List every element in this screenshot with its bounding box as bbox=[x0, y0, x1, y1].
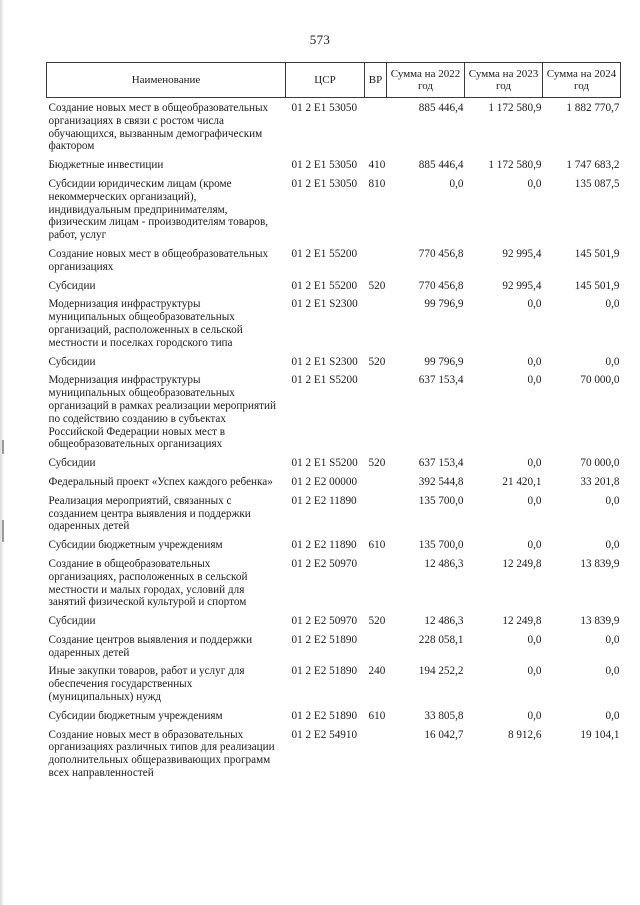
cell-vr: 520 bbox=[368, 279, 386, 292]
table-row bbox=[47, 634, 621, 666]
header-vr: ВР bbox=[365, 63, 387, 98]
cell-sum-2022: 12 486,3 bbox=[424, 557, 464, 570]
page-number: 573 bbox=[309, 32, 331, 47]
cell-csr: 01 2 E1 53050 bbox=[291, 177, 358, 190]
cell-name: Создание новых мест в образовательных организациях различных типов для реализации дополнительных общеразвивающих программ всех направленностей bbox=[48, 728, 275, 780]
cell-sum-2022: 135 700,0 bbox=[418, 539, 464, 552]
cell-sum-2024: 1 747 683,2 bbox=[566, 159, 620, 172]
table-row bbox=[47, 495, 621, 539]
cell-sum-2024: 0,0 bbox=[605, 494, 620, 507]
cell-sum-2024: 145 501,9 bbox=[574, 247, 620, 260]
cell-vr bbox=[365, 558, 387, 615]
table-row bbox=[47, 374, 621, 457]
cell-sum-2023: 92 995,4 bbox=[502, 247, 542, 260]
cell-sum-2024: 70 000,0 bbox=[580, 374, 620, 387]
cell-sum-2023: 1 172 580,9 bbox=[488, 159, 542, 172]
cell-sum-2023: 8 912,6 bbox=[507, 728, 542, 741]
cell-sum-2024: 145 501,9 bbox=[574, 279, 620, 292]
cell-vr: 520 bbox=[368, 355, 386, 368]
table-row bbox=[47, 298, 621, 355]
cell-csr: 01 2 E2 51890 bbox=[291, 665, 358, 678]
cell-sum-2022: 99 796,9 bbox=[424, 355, 464, 368]
cell-sum-2022: 637 153,4 bbox=[418, 374, 464, 387]
cell-vr: 520 bbox=[368, 615, 386, 628]
cell-csr: 01 2 E1 55200 bbox=[291, 247, 358, 260]
cell-sum-2024: 135 087,5 bbox=[574, 177, 620, 190]
cell-vr: 410 bbox=[368, 159, 386, 172]
cell-sum-2024: 33 201,8 bbox=[580, 475, 620, 488]
table-row bbox=[47, 248, 621, 280]
cell-csr: 01 2 E2 11890 bbox=[291, 494, 357, 507]
cell-name: Модернизация инфраструктуры муниципальных общеобразовательных организаций, расположенных в сельской местности и поселках городского типа bbox=[48, 298, 243, 349]
cell-sum-2022: 33 805,8 bbox=[424, 709, 464, 722]
table-row bbox=[47, 615, 621, 634]
cell-sum-2022: 0,0 bbox=[449, 177, 464, 190]
cell-sum-2023: 21 420,1 bbox=[502, 475, 542, 488]
cell-csr: 01 2 E1 53050 bbox=[291, 102, 358, 114]
cell-sum-2023: 12 249,8 bbox=[502, 557, 542, 570]
cell-csr: 01 2 E2 50970 bbox=[291, 615, 358, 628]
cell-name: Реализация мероприятий, связанных с созданием центра выявления и поддержки одаренных детей bbox=[48, 494, 251, 533]
cell-sum-2024: 13 839,9 bbox=[580, 557, 620, 570]
cell-vr bbox=[365, 729, 387, 786]
cell-csr: 01 2 E1 S2300 bbox=[291, 298, 358, 311]
cell-sum-2024: 0,0 bbox=[605, 633, 620, 646]
cell-name: Субсидии bbox=[48, 355, 96, 368]
cell-sum-2023: 0,0 bbox=[527, 539, 542, 552]
cell-name: Субсидии bbox=[48, 279, 96, 292]
cell-name: Субсидии bbox=[48, 457, 96, 470]
table-row bbox=[47, 665, 621, 709]
cell-sum-2022: 16 042,7 bbox=[424, 728, 464, 741]
cell-vr: 240 bbox=[368, 665, 386, 678]
cell-sum-2023: 0,0 bbox=[527, 177, 542, 190]
cell-sum-2023: 0,0 bbox=[527, 374, 542, 387]
cell-vr bbox=[365, 248, 387, 280]
cell-sum-2022: 228 058,1 bbox=[418, 633, 464, 646]
budget-table bbox=[46, 62, 621, 786]
cell-vr: 810 bbox=[368, 177, 386, 190]
cell-vr bbox=[365, 298, 387, 355]
cell-sum-2022: 770 456,8 bbox=[418, 279, 464, 292]
scan-mark bbox=[2, 440, 4, 454]
table-row bbox=[47, 280, 621, 299]
cell-sum-2023: 0,0 bbox=[527, 709, 542, 722]
cell-name: Создание новых мест в общеобразовательных организациях bbox=[48, 247, 269, 273]
cell-csr: 01 2 E2 51890 bbox=[291, 633, 358, 646]
cell-csr: 01 2 E2 51890 bbox=[291, 709, 358, 722]
cell-sum-2022: 194 252,2 bbox=[418, 665, 464, 678]
cell-sum-2023: 0,0 bbox=[527, 633, 542, 646]
cell-csr: 01 2 E1 S5200 bbox=[291, 457, 358, 470]
scan-mark bbox=[2, 520, 4, 542]
header-sum-2022: Сумма на 2022 год bbox=[387, 63, 465, 98]
table-row bbox=[47, 476, 621, 495]
header-sum-2024: Сумма на 2024 год bbox=[543, 63, 621, 98]
cell-vr bbox=[365, 495, 387, 539]
cell-csr: 01 2 E1 53050 bbox=[291, 159, 358, 172]
cell-sum-2024: 19 104,1 bbox=[580, 728, 620, 741]
table-row bbox=[47, 729, 621, 786]
cell-sum-2023: 0,0 bbox=[527, 355, 542, 368]
cell-sum-2022: 885 446,4 bbox=[418, 159, 464, 172]
cell-sum-2023: 1 172 580,9 bbox=[488, 102, 542, 114]
cell-sum-2024: 0,0 bbox=[605, 665, 620, 678]
cell-sum-2023: 0,0 bbox=[527, 665, 542, 678]
cell-sum-2023: 92 995,4 bbox=[502, 279, 542, 292]
cell-csr: 01 2 E2 11890 bbox=[291, 539, 357, 552]
header-sum-2023: Сумма на 2023 год bbox=[465, 63, 543, 98]
cell-csr: 01 2 E2 50970 bbox=[291, 557, 358, 570]
cell-name: Бюджетные инвестиции bbox=[48, 159, 164, 172]
table-row bbox=[47, 710, 621, 729]
cell-csr: 01 2 E2 00000 bbox=[291, 475, 358, 488]
cell-sum-2022: 637 153,4 bbox=[418, 457, 464, 470]
cell-name: Субсидии бюджетным учреждениям bbox=[48, 539, 223, 552]
cell-vr: 520 bbox=[368, 457, 386, 470]
cell-sum-2022: 99 796,9 bbox=[424, 298, 464, 311]
cell-name: Федеральный проект «Успех каждого ребенка» bbox=[48, 475, 273, 488]
cell-sum-2024: 1 882 770,7 bbox=[566, 102, 620, 114]
cell-name: Создание в общеобразовательных организациях, расположенных в сельской местности и малых городах, условий для занятий физической культурой и спортом bbox=[48, 557, 248, 609]
cell-vr bbox=[365, 374, 387, 457]
cell-name: Иные закупки товаров, работ и услуг для обеспечения государственных (муниципальных) нужд bbox=[48, 665, 245, 704]
cell-sum-2024: 0,0 bbox=[605, 298, 620, 311]
table-row bbox=[47, 539, 621, 558]
cell-csr: 01 2 E1 55200 bbox=[291, 279, 358, 292]
cell-vr bbox=[365, 476, 387, 495]
cell-sum-2022: 12 486,3 bbox=[424, 615, 464, 628]
table-row bbox=[47, 159, 621, 178]
cell-name: Создание новых мест в общеобразовательных организациях в связи с ростом числа обучающихся, вызванным демографическим фактором bbox=[48, 102, 269, 153]
cell-vr bbox=[365, 98, 387, 160]
cell-name: Модернизация инфраструктуры муниципальных общеобразовательных организаций в рамках реализации мероприятий по содействию созданию в субъектах Российской Федерации новых мест в общеобразовательных организациях bbox=[48, 374, 276, 451]
table-row bbox=[47, 558, 621, 615]
cell-sum-2024: 13 839,9 bbox=[580, 615, 620, 628]
cell-sum-2023: 0,0 bbox=[527, 494, 542, 507]
cell-sum-2022: 392 544,8 bbox=[418, 475, 464, 488]
cell-sum-2024: 0,0 bbox=[605, 355, 620, 368]
cell-csr: 01 2 E1 S5200 bbox=[291, 374, 358, 387]
cell-sum-2022: 770 456,8 bbox=[418, 247, 464, 260]
cell-sum-2022: 885 446,4 bbox=[418, 102, 464, 114]
cell-sum-2024: 0,0 bbox=[605, 709, 620, 722]
cell-name: Субсидии бюджетным учреждениям bbox=[48, 709, 223, 722]
cell-sum-2023: 0,0 bbox=[527, 298, 542, 311]
cell-sum-2024: 70 000,0 bbox=[580, 457, 620, 470]
cell-sum-2024: 0,0 bbox=[605, 539, 620, 552]
cell-sum-2022: 135 700,0 bbox=[418, 494, 464, 507]
table-row bbox=[47, 356, 621, 375]
table-row bbox=[47, 178, 621, 248]
cell-name: Субсидии bbox=[48, 615, 96, 628]
cell-name: Создание центров выявления и поддержки одаренных детей bbox=[48, 633, 253, 659]
cell-csr: 01 2 E1 S2300 bbox=[291, 355, 358, 368]
cell-vr bbox=[365, 634, 387, 666]
table-row bbox=[47, 457, 621, 476]
table-row bbox=[47, 98, 621, 160]
cell-name: Субсидии юридическим лицам (кроме некоммерческих организаций), индивидуальным предпринимателям, физическим лицам - производителям товаров, работ, услуг bbox=[48, 177, 269, 242]
cell-sum-2023: 0,0 bbox=[527, 457, 542, 470]
table-header-row bbox=[47, 63, 621, 98]
cell-vr: 610 bbox=[368, 709, 386, 722]
header-csr: ЦСР bbox=[286, 63, 365, 98]
cell-vr: 610 bbox=[368, 539, 386, 552]
cell-sum-2023: 12 249,8 bbox=[502, 615, 542, 628]
header-name: Наименование bbox=[47, 63, 286, 98]
cell-csr: 01 2 E2 54910 bbox=[291, 728, 358, 741]
table-body bbox=[47, 98, 621, 786]
